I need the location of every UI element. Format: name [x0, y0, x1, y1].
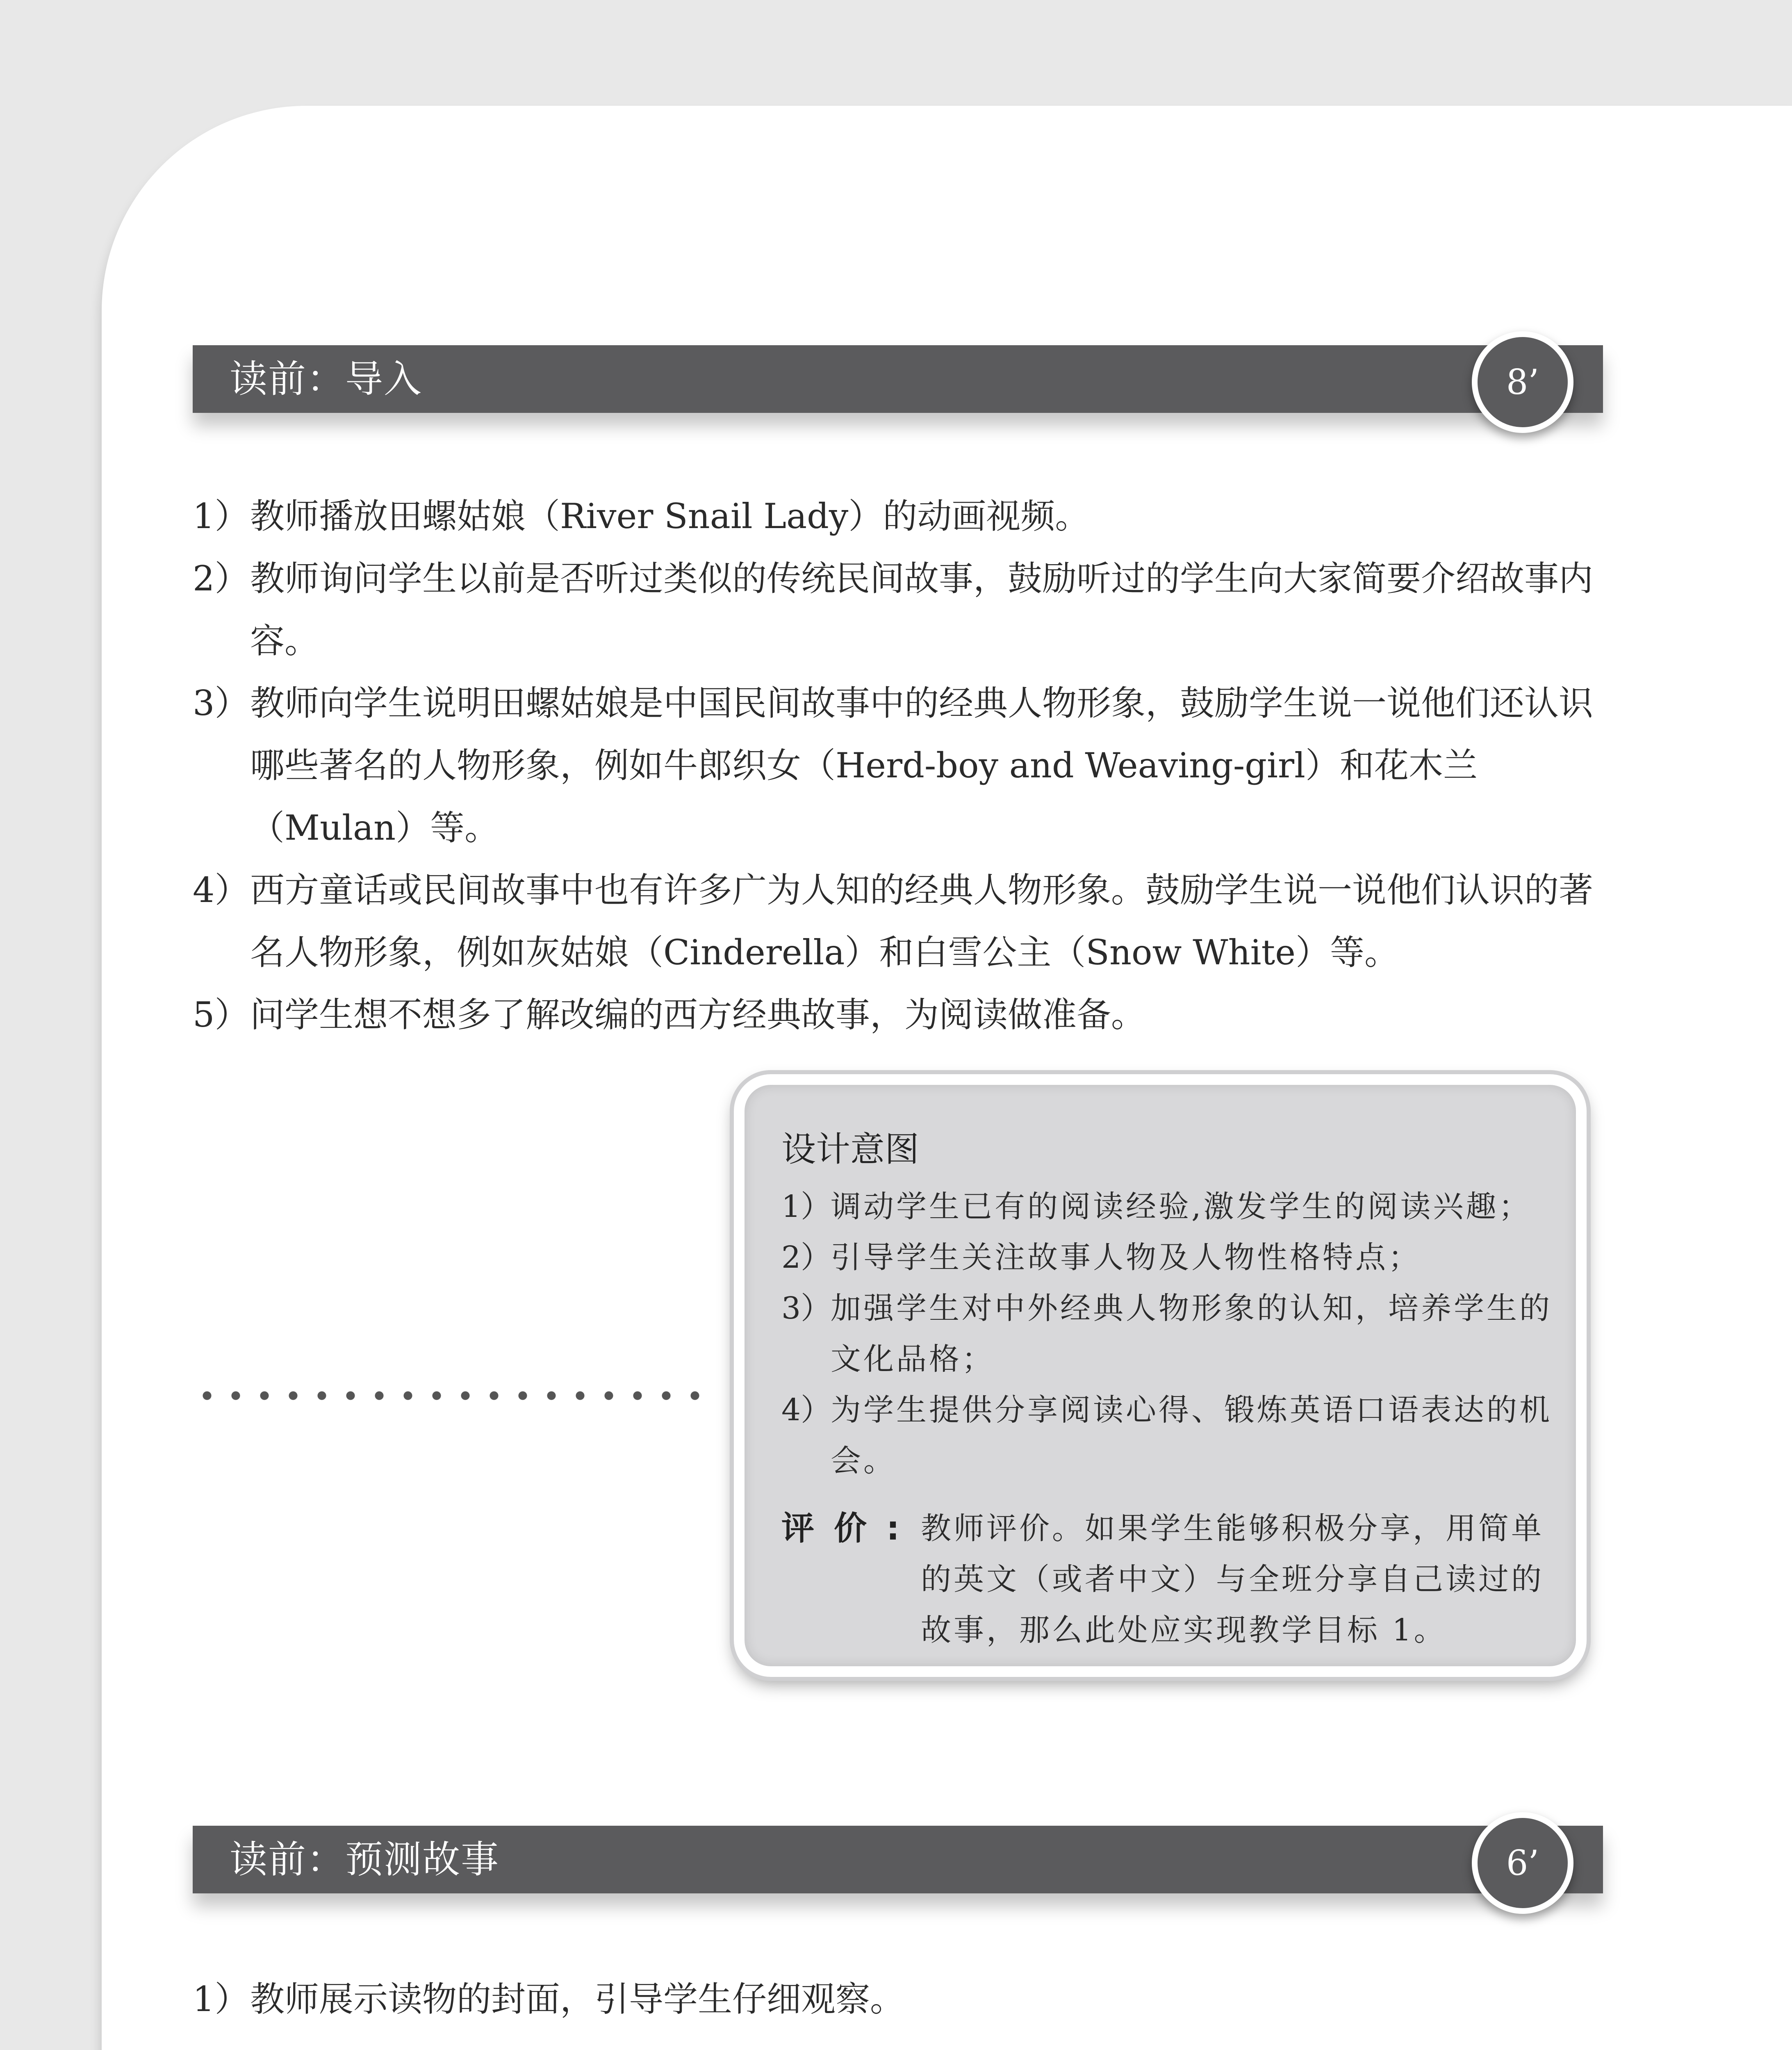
design-list — [781, 1181, 1552, 1486]
list-item: 1） 教师展示读物的封面，引导学生仔细观察。 — [193, 1979, 905, 2019]
evaluation-label: 评价: — [781, 1509, 919, 1547]
section-header-intro — [193, 345, 1603, 413]
dotted-leader — [193, 1391, 705, 1401]
list-item: 4） 西方童话或民间故事中也有许多广为人知的经典人物形象。鼓励学生说一说他们认识的著名人物形象，例如灰姑娘（Cinderella）和白雪公主（Snow White）等。 — [193, 870, 1594, 973]
section-header-predict — [193, 1826, 1603, 1893]
section-title: 读前：预测故事 — [230, 1838, 500, 1881]
list-item: 2） 引导学生关注故事人物及人物性格特点； — [781, 1240, 1421, 1275]
list-item: 5） 问学生想不想多了解改编的西方经典故事，为阅读做准备。 — [193, 995, 1146, 1035]
list-item: 3） 教师向学生说明田螺姑娘是中国民间故事中的经典人物形象，鼓励学生说一说他们还认识哪些著名的人物形象，例如牛郎织女（Herd-boy and Weaving-girl）和花木兰（Mulan）等。 — [193, 683, 1594, 848]
design-title: 设计意图 — [781, 1129, 920, 1169]
evaluation-text: 教师评价。如果学生能够积极分享，用简单的英文（或者中文）与全班分享自己读过的故事，那么此处应实现教学目标 1。 — [921, 1511, 1544, 1648]
time-badge: 8’ — [1472, 331, 1573, 433]
section-title: 读前：导入 — [230, 357, 423, 401]
design-intention-box — [734, 1074, 1587, 1677]
list-item: 1） 调动学生已有的阅读经验,激发学生的阅读兴趣； — [781, 1189, 1532, 1224]
time-badge: 6’ — [1472, 1812, 1573, 1914]
predict-steps-list — [193, 1968, 1603, 2030]
list-item: 3） 加强学生对中外经典人物形象的认知，培养学生的文化品格； — [781, 1291, 1552, 1377]
intro-steps-list — [193, 485, 1603, 1046]
list-item: 2） 教师询问学生以前是否听过类似的传统民间故事，鼓励听过的学生向大家简要介绍故事内容。 — [193, 558, 1594, 661]
list-item: 1） 教师播放田螺姑娘（River Snail Lady）的动画视频。 — [193, 496, 1090, 536]
list-item: 4） 为学生提供分享阅读心得、锻炼英语口语表达的机会。 — [781, 1392, 1552, 1478]
